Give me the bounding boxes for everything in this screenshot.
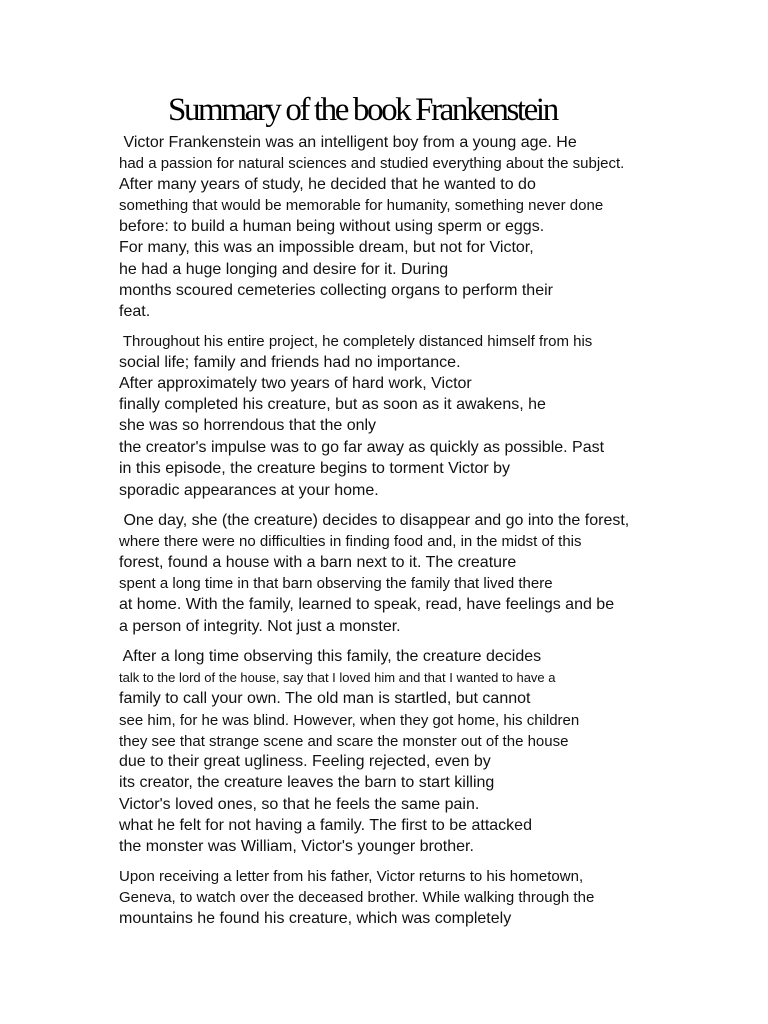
text-line: before: to build a human being without using sperm or eggs. [119,218,545,235]
document-title: Summary of the book Frankenstein [168,92,557,128]
text-line: talk to the lord of the house, say that I loved him and that I wanted to have a [119,670,556,685]
text-line: he had a huge longing and desire for it. During [119,261,449,278]
text-line: due to their great ugliness. Feeling rejected, even by [119,753,491,770]
text-line: Throughout his entire project, he completely distanced himself from his [119,333,593,350]
text-line: For many, this was an impossible dream, but not for Victor, [119,239,534,256]
text-line: they see that strange scene and scare the monster out of the house [119,733,569,750]
text-line: social life; family and friends had no importance. [119,354,461,371]
text-line: had a passion for natural sciences and studied everything about the subject. [119,155,625,172]
text-line: months scoured cemeteries collecting organs to perform their [119,282,553,299]
text-line: Victor Frankenstein was an intelligent boy from a young age. He [119,134,577,151]
text-line: mountains he found his creature, which was completely [119,910,512,927]
text-line: Upon receiving a letter from his father, Victor returns to his hometown, [119,868,584,885]
text-line: finally completed his creature, but as soon as it awakens, he [119,396,546,413]
text-line: the creator's impulse was to go far away as quickly as possible. Past [119,439,605,456]
text-line: One day, she (the creature) decides to disappear and go into the forest, [119,512,630,529]
text-line: Victor's loved ones, so that he feels the same pain. [119,796,480,813]
text-line: a person of integrity. Not just a monster. [119,618,401,635]
text-line: what he felt for not having a family. The first to be attacked [119,817,532,834]
text-line: at home. With the family, learned to speak, read, have feelings and be [119,596,615,613]
text-line: Geneva, to watch over the deceased brother. While walking through the [119,889,595,906]
text-line: its creator, the creature leaves the barn to start killing [119,774,495,791]
text-line: After a long time observing this family, the creature decides [119,648,542,665]
text-line: After many years of study, he decided that he wanted to do [119,176,536,193]
text-line: where there were no difficulties in finding food and, in the midst of this [119,533,582,550]
text-line: feat. [119,303,151,320]
text-line: family to call your own. The old man is startled, but cannot [119,690,531,707]
text-line: forest, found a house with a barn next to it. The creature [119,554,517,571]
text-line: something that would be memorable for humanity, something never done [119,197,604,214]
text-line: spent a long time in that barn observing the family that lived there [119,575,553,592]
text-line: she was so horrendous that the only [119,417,377,434]
text-line: After approximately two years of hard work, Victor [119,375,472,392]
text-line: see him, for he was blind. However, when they got home, his children [119,712,580,729]
text-line: sporadic appearances at your home. [119,482,379,499]
text-line: the monster was William, Victor's younger brother. [119,838,474,855]
text-line: in this episode, the creature begins to torment Victor by [119,460,511,477]
